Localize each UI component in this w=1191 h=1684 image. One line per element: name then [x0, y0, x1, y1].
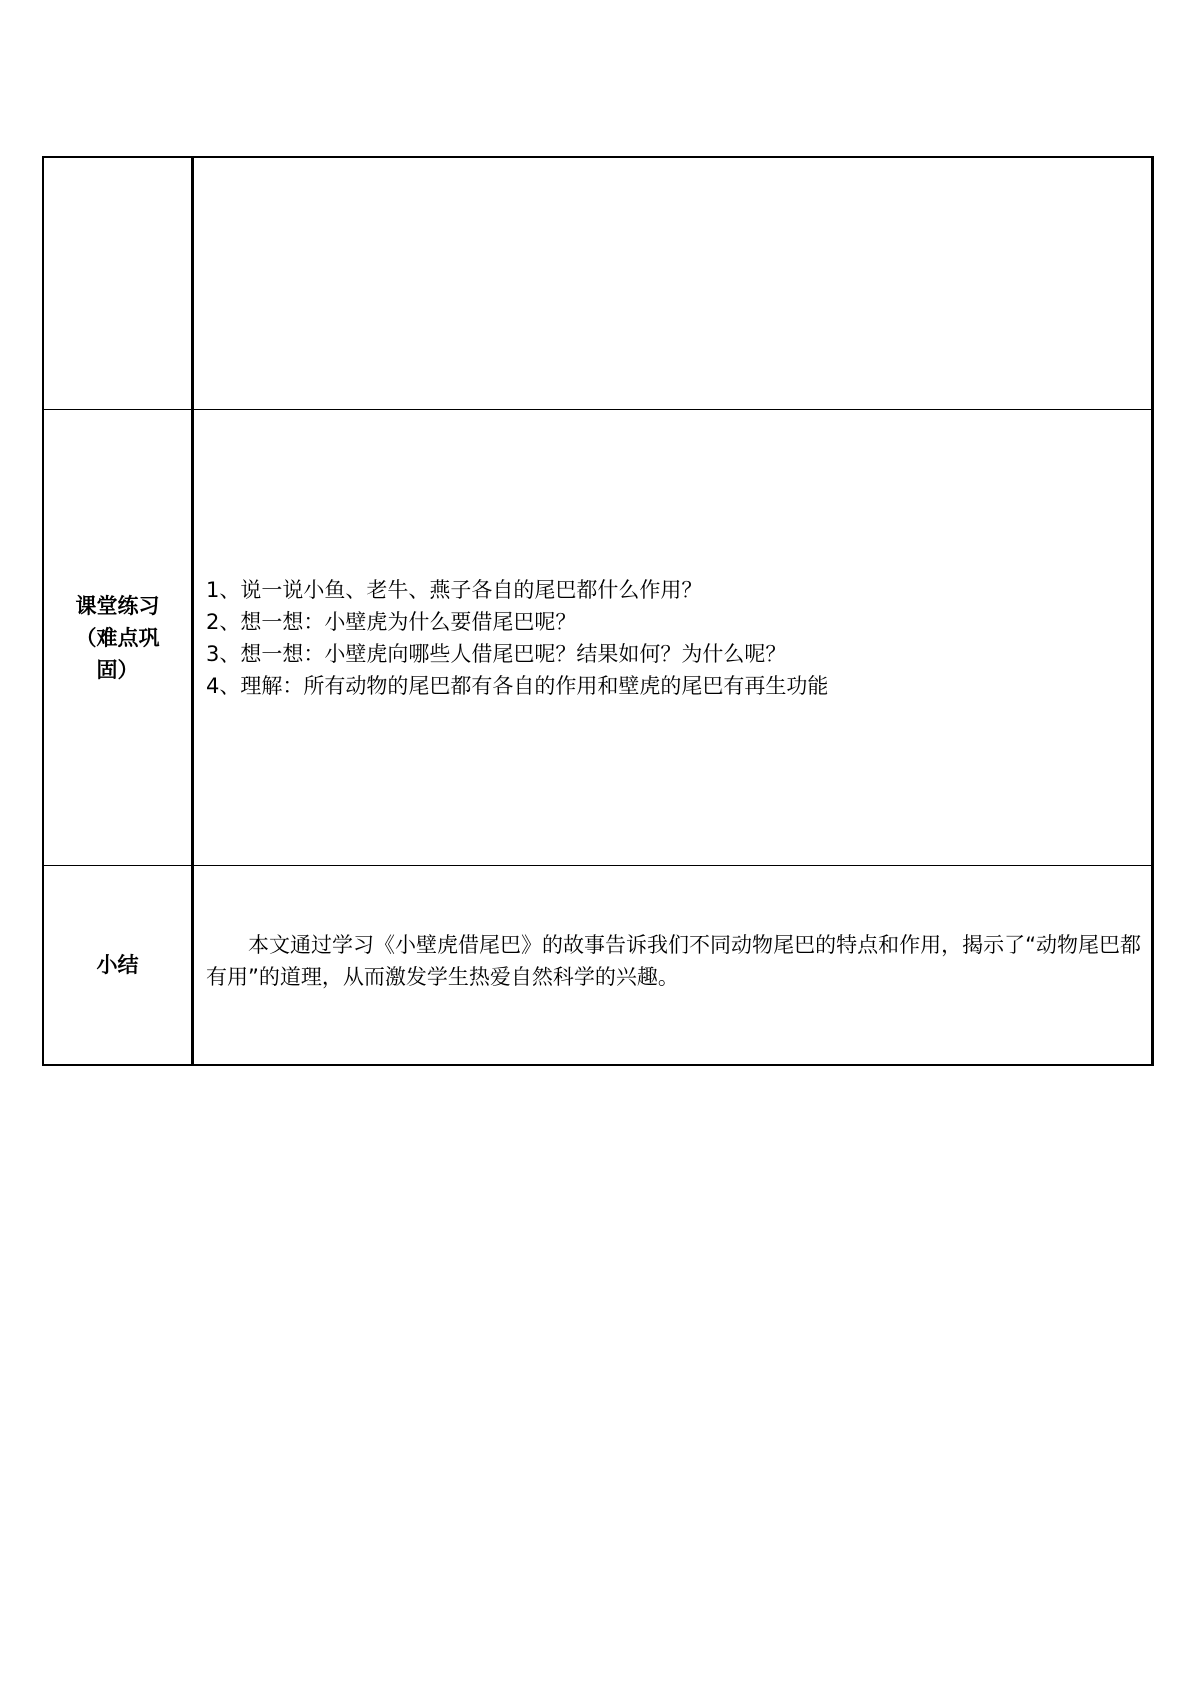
practice-list: [206, 574, 1141, 702]
list-item: 2、想一想：小壁虎为什么要借尾巴呢？: [206, 609, 577, 634]
practice-label: 课堂练习（难点巩固）: [75, 593, 160, 682]
practice-content-cell: [193, 410, 1153, 866]
summary-label-cell: [43, 866, 193, 1066]
table-row: [43, 866, 1153, 1066]
summary-text: 本文通过学习《小壁虎借尾巴》的故事告诉我们不同动物尾巴的特点和作用，揭示了“动物尾巴都有用”的道理，从而激发学生热爱自然科学的兴趣。: [206, 933, 1141, 989]
table-row: [43, 410, 1153, 866]
row-label-cell: [43, 157, 193, 410]
list-item: 1、说一说小鱼、老牛、燕子各自的尾巴都什么作用？: [206, 577, 703, 602]
summary-label: 小结: [96, 953, 139, 977]
practice-label-cell: [43, 410, 193, 866]
summary-content-cell: [193, 866, 1153, 1066]
row-content-cell: [193, 157, 1153, 410]
list-item: 3、想一想：小壁虎向哪些人借尾巴呢？结果如何？为什么呢？: [206, 641, 787, 666]
lesson-plan-table: [42, 156, 1154, 1066]
table-row: [43, 157, 1153, 410]
list-item: 4、理解：所有动物的尾巴都有各自的作用和壁虎的尾巴有再生功能: [206, 673, 829, 698]
